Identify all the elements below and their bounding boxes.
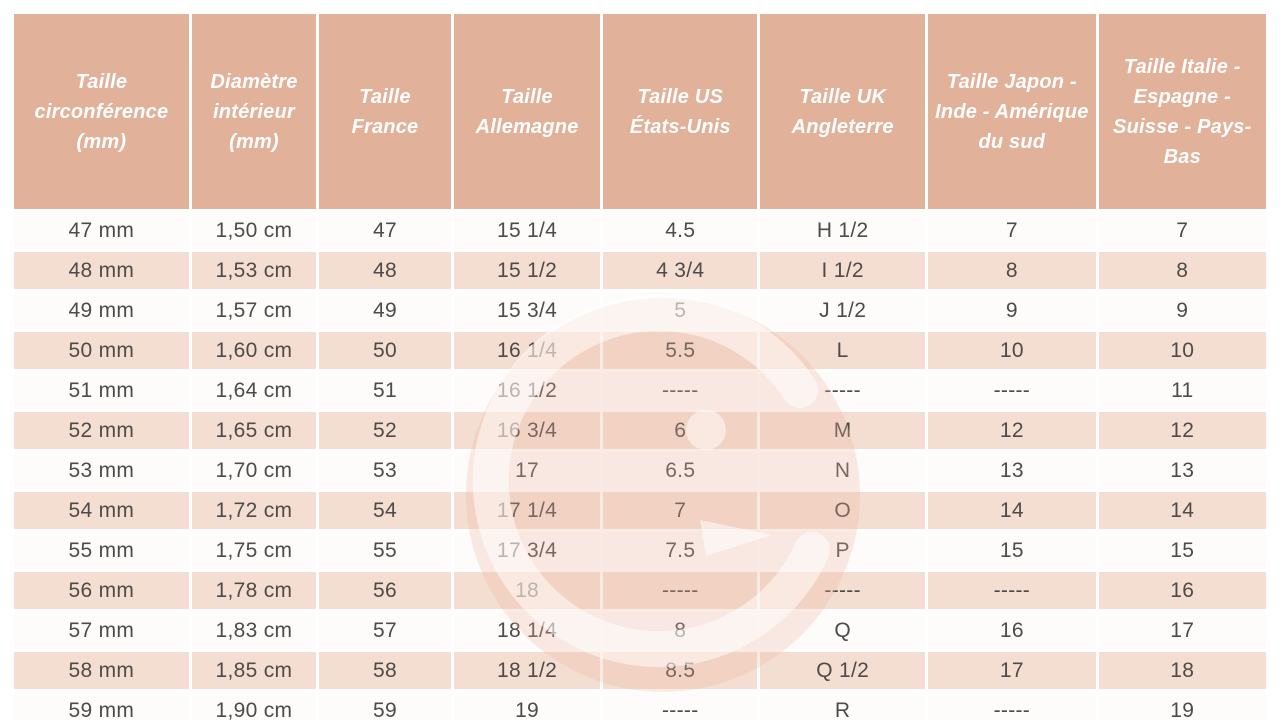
table-cell: 9 (1099, 292, 1266, 329)
table-cell: 54 (319, 492, 451, 529)
table-row (14, 292, 1266, 329)
table-cell: 12 (928, 412, 1095, 449)
column-header-circonference: Taille circonférence (mm) (14, 14, 189, 209)
table-cell: P (760, 532, 925, 569)
table-cell: 14 (1099, 492, 1266, 529)
table-cell: 8 (928, 252, 1095, 289)
table-cell: 7.5 (603, 532, 757, 569)
table-cell: 8 (603, 612, 757, 649)
table-header-row (14, 14, 1266, 209)
table-cell: 49 mm (14, 292, 189, 329)
table-cell: ----- (603, 692, 757, 720)
table-cell: 54 mm (14, 492, 189, 529)
table-cell: 14 (928, 492, 1095, 529)
table-row (14, 652, 1266, 689)
table-cell: 15 1/4 (454, 212, 600, 249)
table-cell: 5 (603, 292, 757, 329)
table-cell: ----- (928, 572, 1095, 609)
table-cell: 19 (454, 692, 600, 720)
table-row (14, 572, 1266, 609)
table-cell: ----- (760, 372, 925, 409)
table-cell: 17 3/4 (454, 532, 600, 569)
table-cell: 17 (928, 652, 1095, 689)
table-cell: 17 (454, 452, 600, 489)
table-cell: 18 (1099, 652, 1266, 689)
table-cell: N (760, 452, 925, 489)
table-cell: 19 (1099, 692, 1266, 720)
column-header-japon: Taille Japon - Inde - Amérique du sud (928, 14, 1095, 209)
table-row (14, 332, 1266, 369)
table-cell: 56 mm (14, 572, 189, 609)
table-cell: 55 (319, 532, 451, 569)
table-row (14, 612, 1266, 649)
column-header-diametre: Diamètre intérieur (mm) (192, 14, 316, 209)
table-cell: ----- (603, 372, 757, 409)
table-cell: 5.5 (603, 332, 757, 369)
table-row (14, 532, 1266, 569)
table-cell: 6.5 (603, 452, 757, 489)
table-cell: 1,64 cm (192, 372, 316, 409)
table-cell: 13 (1099, 452, 1266, 489)
table-cell: 16 (1099, 572, 1266, 609)
ring-size-table (11, 11, 1269, 720)
table-cell: 50 (319, 332, 451, 369)
table-cell: 1,60 cm (192, 332, 316, 369)
column-header-uk: Taille UK Angleterre (760, 14, 925, 209)
table-cell: 10 (1099, 332, 1266, 369)
table-cell: 10 (928, 332, 1095, 369)
table-cell: 13 (928, 452, 1095, 489)
table-cell: 47 mm (14, 212, 189, 249)
column-header-france: Taille France (319, 14, 451, 209)
table-cell: 58 (319, 652, 451, 689)
table-row (14, 692, 1266, 720)
table-cell: H 1/2 (760, 212, 925, 249)
table-cell: 49 (319, 292, 451, 329)
table-row (14, 212, 1266, 249)
table-cell: 51 mm (14, 372, 189, 409)
table-body (14, 212, 1266, 720)
table-cell: 1,85 cm (192, 652, 316, 689)
table-cell: 8.5 (603, 652, 757, 689)
table-cell: 48 (319, 252, 451, 289)
table-cell: 51 (319, 372, 451, 409)
table-cell: 52 (319, 412, 451, 449)
table-cell: ----- (928, 372, 1095, 409)
table-cell: Q 1/2 (760, 652, 925, 689)
table-cell: I 1/2 (760, 252, 925, 289)
table-cell: 47 (319, 212, 451, 249)
table-cell: ----- (760, 572, 925, 609)
table-cell: 18 1/2 (454, 652, 600, 689)
table-cell: 18 (454, 572, 600, 609)
table-cell: 18 1/4 (454, 612, 600, 649)
table-cell: 16 1/4 (454, 332, 600, 369)
table-cell: R (760, 692, 925, 720)
table-cell: 48 mm (14, 252, 189, 289)
table-cell: 1,65 cm (192, 412, 316, 449)
table-cell: 1,70 cm (192, 452, 316, 489)
table-cell: 17 1/4 (454, 492, 600, 529)
table-row (14, 252, 1266, 289)
table-cell: 56 (319, 572, 451, 609)
table-cell: 4.5 (603, 212, 757, 249)
table-cell: 7 (603, 492, 757, 529)
table-cell: 59 (319, 692, 451, 720)
table-row (14, 452, 1266, 489)
table-cell: 1,57 cm (192, 292, 316, 329)
table-cell: 12 (1099, 412, 1266, 449)
column-header-allemagne: Taille Allemagne (454, 14, 600, 209)
table-cell: 8 (1099, 252, 1266, 289)
table-cell: Q (760, 612, 925, 649)
table-cell: 4 3/4 (603, 252, 757, 289)
table-cell: 6 (603, 412, 757, 449)
table-cell: ----- (928, 692, 1095, 720)
table-cell: 16 3/4 (454, 412, 600, 449)
table-cell: 1,90 cm (192, 692, 316, 720)
table-cell: L (760, 332, 925, 369)
table-cell: 1,50 cm (192, 212, 316, 249)
table-cell: 1,78 cm (192, 572, 316, 609)
table-cell: 16 1/2 (454, 372, 600, 409)
column-header-us: Taille US États-Unis (603, 14, 757, 209)
table-cell: 52 mm (14, 412, 189, 449)
table-cell: 15 3/4 (454, 292, 600, 329)
table-cell: 53 (319, 452, 451, 489)
table-cell: 1,75 cm (192, 532, 316, 569)
table-cell: O (760, 492, 925, 529)
table-row (14, 372, 1266, 409)
table-cell: 7 (928, 212, 1095, 249)
table-cell: 53 mm (14, 452, 189, 489)
table-cell: 55 mm (14, 532, 189, 569)
table-cell: 17 (1099, 612, 1266, 649)
table-cell: 11 (1099, 372, 1266, 409)
table-cell: 1,83 cm (192, 612, 316, 649)
table-cell: 58 mm (14, 652, 189, 689)
table-cell: ----- (603, 572, 757, 609)
table-cell: 15 (928, 532, 1095, 569)
table-cell: 1,72 cm (192, 492, 316, 529)
table-cell: J 1/2 (760, 292, 925, 329)
table-cell: 1,53 cm (192, 252, 316, 289)
table-cell: 7 (1099, 212, 1266, 249)
table-cell: 57 (319, 612, 451, 649)
table-cell: 15 (1099, 532, 1266, 569)
table-cell: 16 (928, 612, 1095, 649)
table-cell: 59 mm (14, 692, 189, 720)
table-cell: 50 mm (14, 332, 189, 369)
table-row (14, 492, 1266, 529)
column-header-italie: Taille Italie - Espagne - Suisse - Pays-Bas (1099, 14, 1266, 209)
table-cell: 15 1/2 (454, 252, 600, 289)
table-cell: 9 (928, 292, 1095, 329)
table-row (14, 412, 1266, 449)
table-cell: 57 mm (14, 612, 189, 649)
table-cell: M (760, 412, 925, 449)
